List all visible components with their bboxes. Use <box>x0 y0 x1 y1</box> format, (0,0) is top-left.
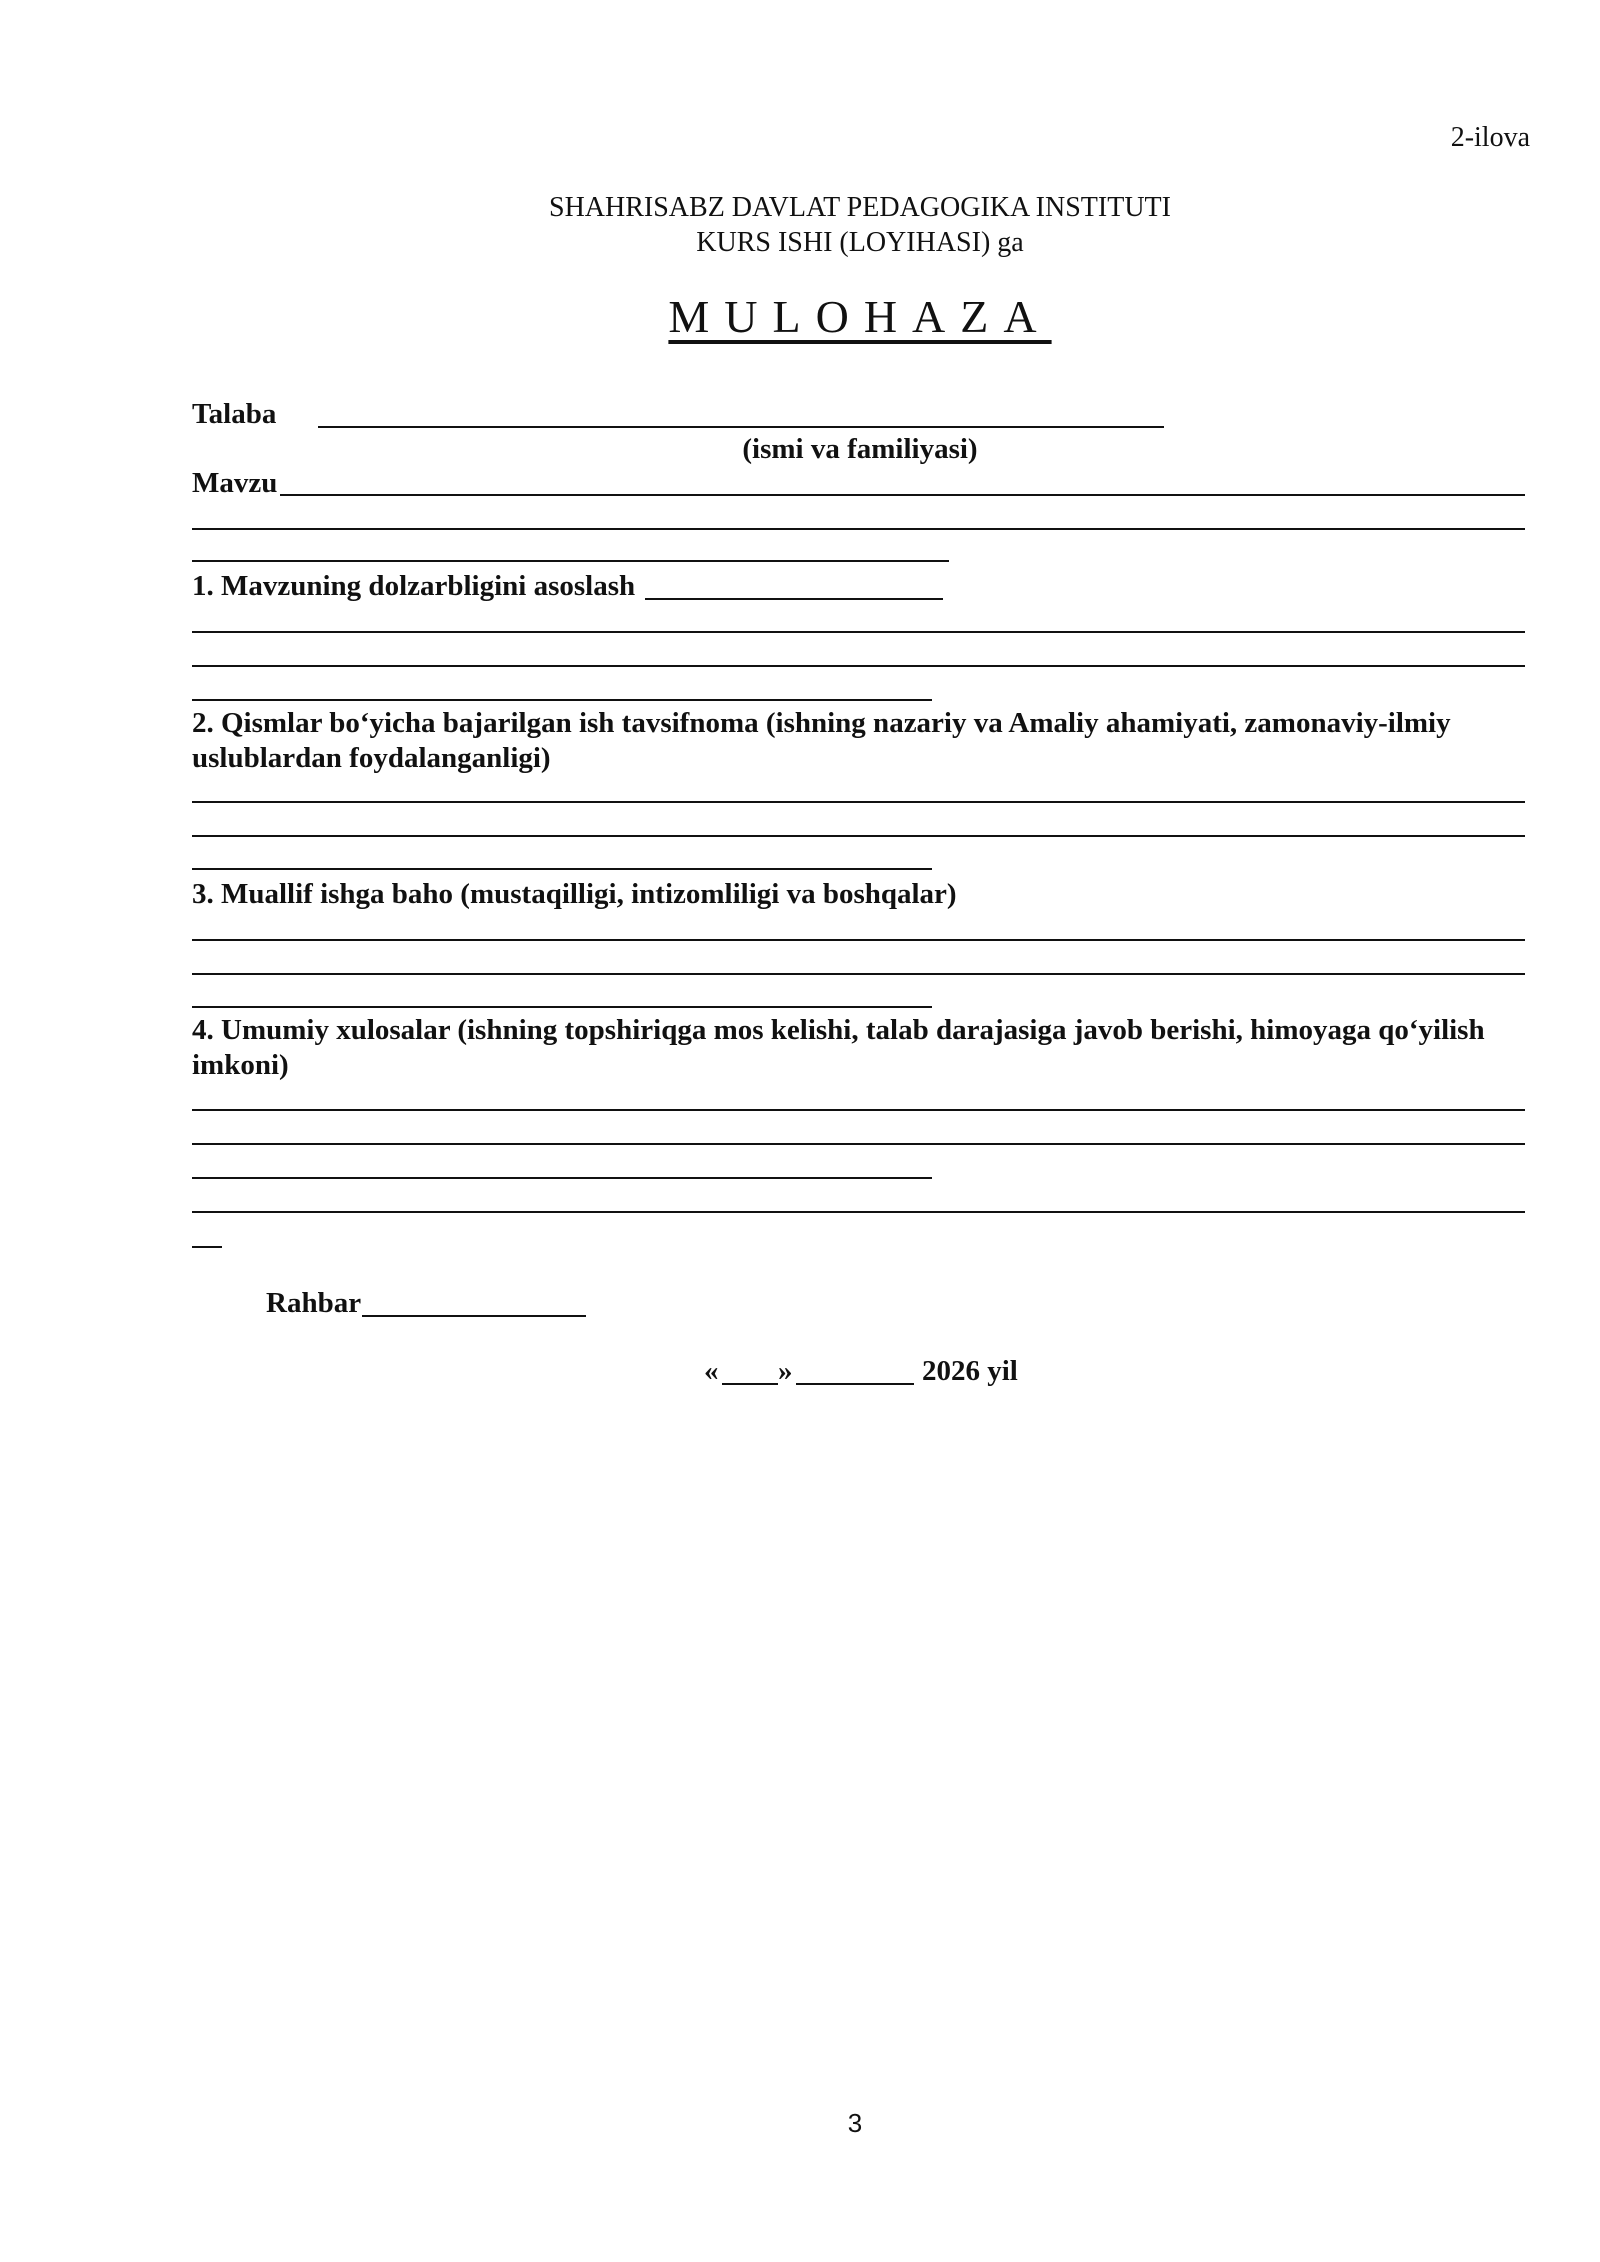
date-day-line[interactable] <box>722 1383 778 1385</box>
topic-line-2[interactable] <box>192 528 1525 530</box>
section-4-line-4[interactable] <box>192 1211 1525 1213</box>
date-year: 2026 yil <box>922 1355 1018 1387</box>
section-4-line-3[interactable] <box>192 1177 932 1179</box>
supervisor-label: Rahbar <box>266 1287 362 1319</box>
date-month-line[interactable] <box>796 1383 914 1385</box>
section-4-line-1[interactable] <box>192 1109 1525 1111</box>
section-1-inline-line[interactable] <box>645 598 943 600</box>
section-3-line-3[interactable] <box>192 1006 932 1008</box>
section-3-line-1[interactable] <box>192 939 1525 941</box>
institution-name: SHAHRISABZ DAVLAT PEDAGOGIKA INSTITUTI <box>549 192 1171 223</box>
section-1-line-1[interactable] <box>192 631 1525 633</box>
section-3-line-2[interactable] <box>192 973 1525 975</box>
section-4-heading: 4. Umumiy xulosalar (ishning topshiriqga mos kelishi, talab darajasiga javob berishi, himoyaga qo‘yilish imkoni) <box>192 1014 1485 1081</box>
student-name-line[interactable] <box>318 426 1164 428</box>
section-2-line-2[interactable] <box>192 835 1525 837</box>
supervisor-signature-line[interactable] <box>362 1315 586 1317</box>
student-caption: (ismi va familiyasi) <box>742 433 978 465</box>
topic-label: Mavzu <box>192 467 278 499</box>
document-subtitle: KURS ISHI (LOYIHASI) ga <box>696 227 1024 258</box>
section-2-line-1[interactable] <box>192 801 1525 803</box>
section-1-line-2[interactable] <box>192 665 1525 667</box>
student-label: Talaba <box>192 398 277 430</box>
section-1-line-3[interactable] <box>192 699 932 701</box>
date-open-quote: « <box>704 1355 719 1387</box>
page-number: 3 <box>847 2108 863 2138</box>
section-2-heading: 2. Qismlar bo‘yicha bajarilgan ish tavsifnoma (ishning nazariy va Amaliy ahamiyati, zamonaviy-ilmiy uslublardan foydalanganligi) <box>192 707 1451 774</box>
section-1-heading: 1. Mavzuning dolzarbligini asoslash <box>192 570 636 602</box>
section-2-line-3[interactable] <box>192 868 932 870</box>
section-4-line-2[interactable] <box>192 1143 1525 1145</box>
topic-line-1[interactable] <box>280 494 1525 496</box>
document-title: MULOHAZA <box>668 291 1052 342</box>
appendix-label: 2-ilova <box>1450 122 1530 153</box>
topic-line-3[interactable] <box>192 560 949 562</box>
section-4-line-5[interactable] <box>192 1246 222 1248</box>
section-3-heading: 3. Muallif ishga baho (mustaqilligi, intizomliligi va boshqalar) <box>192 878 957 910</box>
date-close-quote: » <box>778 1355 793 1387</box>
